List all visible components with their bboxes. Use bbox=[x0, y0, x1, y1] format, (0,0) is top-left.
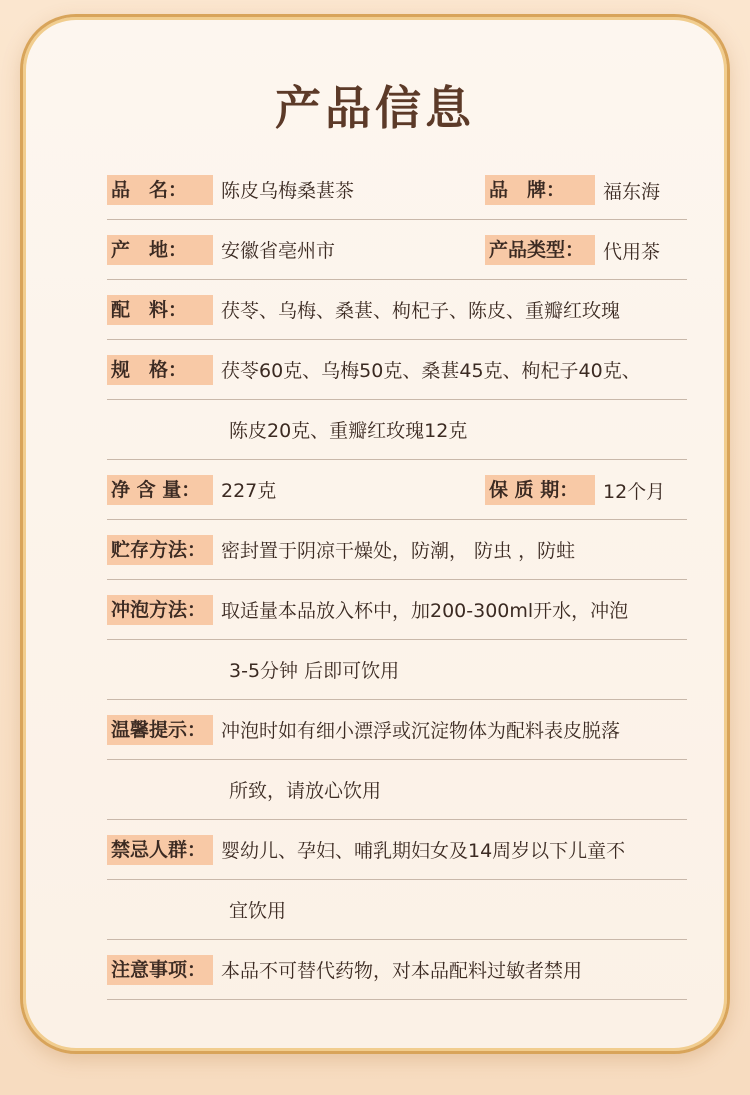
row-brew-cont bbox=[107, 640, 687, 700]
label-origin: 产 地： bbox=[107, 235, 213, 265]
label-net: 净 含 量： bbox=[107, 475, 213, 505]
label-shelf: 保 质 期： bbox=[485, 475, 595, 505]
value-taboo-line1: 婴幼儿、孕妇、哺乳期妇女及14周岁以下儿童不 bbox=[221, 840, 626, 862]
value-storage: 密封置于阴凉干燥处，防潮， 防虫 ，防蛀 bbox=[221, 540, 576, 562]
row-tip-cont bbox=[107, 760, 687, 820]
value-brew-line1: 取适量本品放入杯中，加200-300ml开水，冲泡 bbox=[221, 600, 629, 622]
value-type: 代用茶 bbox=[603, 240, 661, 263]
label-name: 品 名： bbox=[107, 175, 213, 205]
row-storage bbox=[107, 520, 687, 580]
value-spec-line1: 茯苓60克、乌梅50克、桑葚45克、枸杞子40克、 bbox=[221, 360, 641, 382]
product-info-card bbox=[20, 14, 730, 1054]
row-ingredients bbox=[107, 280, 687, 340]
label-spec: 规 格： bbox=[107, 355, 213, 385]
page-title: 产品信息 bbox=[275, 81, 475, 135]
value-notice: 本品不可替代药物，对本品配料过敏者禁用 bbox=[221, 960, 583, 982]
row-taboo-cont bbox=[107, 880, 687, 940]
label-notice: 注意事项： bbox=[107, 955, 213, 985]
label-taboo: 禁忌人群： bbox=[107, 835, 213, 865]
row-origin bbox=[107, 220, 687, 280]
value-name: 陈皮乌梅桑葚茶 bbox=[221, 180, 355, 202]
row-spec-cont bbox=[107, 400, 687, 460]
info-table bbox=[107, 160, 687, 1000]
label-storage: 贮存方法： bbox=[107, 535, 213, 565]
label-brew: 冲泡方法： bbox=[107, 595, 213, 625]
row-brew bbox=[107, 580, 687, 640]
brand-group bbox=[485, 175, 660, 205]
value-brand: 福东海 bbox=[603, 180, 661, 203]
type-group bbox=[485, 235, 660, 265]
label-tip: 温馨提示： bbox=[107, 715, 213, 745]
value-taboo-line2: 宜饮用 bbox=[229, 900, 287, 922]
value-shelf: 12个月 bbox=[603, 480, 666, 503]
value-brew-line2: 3-5分钟 后即可饮用 bbox=[229, 660, 400, 682]
row-notice bbox=[107, 940, 687, 1000]
label-ingredients: 配 料： bbox=[107, 295, 213, 325]
label-type: 产品类型： bbox=[485, 235, 595, 265]
value-tip-line2: 所致，请放心饮用 bbox=[229, 780, 382, 802]
row-net bbox=[107, 460, 687, 520]
row-tip bbox=[107, 700, 687, 760]
value-net: 227克 bbox=[221, 480, 277, 502]
value-spec-line2: 陈皮20克、重瓣红玫瑰12克 bbox=[229, 420, 468, 442]
row-name bbox=[107, 160, 687, 220]
row-spec bbox=[107, 340, 687, 400]
label-brand: 品 牌： bbox=[485, 175, 595, 205]
row-taboo bbox=[107, 820, 687, 880]
value-origin: 安徽省亳州市 bbox=[221, 240, 336, 262]
value-ingredients: 茯苓、乌梅、桑葚、枸杞子、陈皮、重瓣红玫瑰 bbox=[221, 300, 621, 322]
shelf-group bbox=[485, 475, 665, 505]
value-tip-line1: 冲泡时如有细小漂浮或沉淀物体为配料表皮脱落 bbox=[221, 720, 621, 742]
